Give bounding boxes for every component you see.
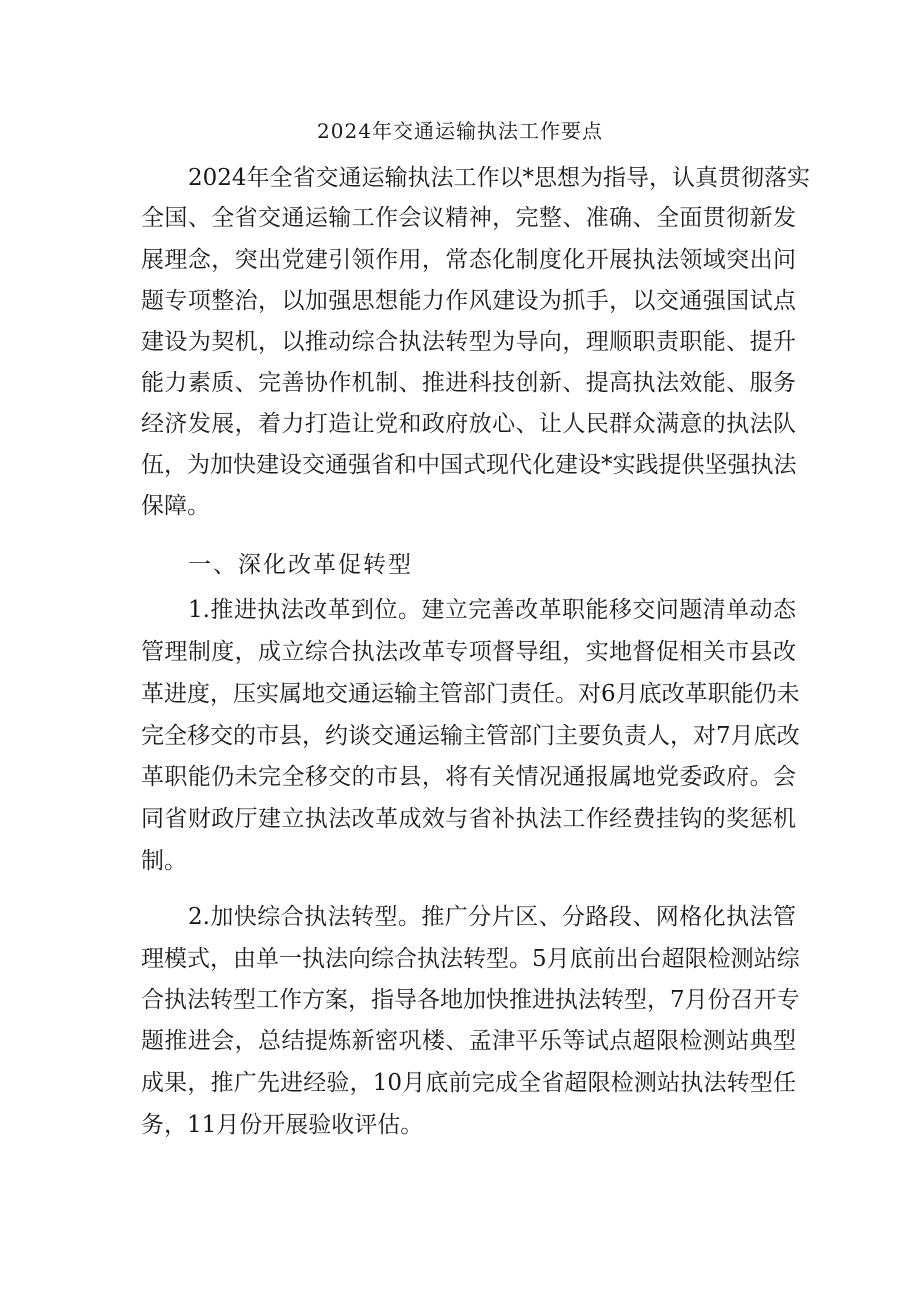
item2-line: 务，11月份开展验收评估。 <box>141 1112 424 1138</box>
item1-line: 完全移交的市县，约谈交通运输主管部门主要负责人，对7月底改 <box>141 723 800 749</box>
intro-line: 展理念，突出党建引领作用，常态化制度化开展执法领域突出问 <box>141 247 796 273</box>
document-title: 2024年交通运输执法工作要点 <box>317 119 603 143</box>
intro-line: 全国、全省交通运输工作会议精神，完整、准确、全面贯彻新发 <box>141 205 796 231</box>
item2-line: 成果，推广先进经验，10月底前完成全省超限检测站执法转型任 <box>141 1070 796 1096</box>
section-heading: 一、深化改革促转型 <box>188 552 413 578</box>
item2-line: 2.加快综合执法转型。推广分片区、分路段、网格化执法管 <box>188 904 796 930</box>
item1-line: 同省财政厅建立执法改革成效与省补执法工作经费挂钩的奖惩机 <box>141 806 796 832</box>
item1-line: 管理制度，成立综合执法改革专项督导组，实地督促相关市县改 <box>141 639 796 665</box>
item1-line: 1.推进执法改革到位。建立完善改革职能移交问题清单动态 <box>188 597 796 623</box>
item2-line: 题推进会，总结提炼新密巩楼、孟津平乐等试点超限检测站典型 <box>141 1028 796 1054</box>
item2-line: 合执法转型工作方案，指导各地加快推进执法转型，7月份召开专 <box>141 987 800 1013</box>
intro-line: 能力素质、完善协作机制、推进科技创新、提高执法效能、服务 <box>141 370 796 396</box>
intro-line: 保障。 <box>141 493 210 519</box>
intro-line: 2024年全省交通运输执法工作以*思想为指导，认真贯彻落实 <box>188 165 811 191</box>
intro-line: 建设为契机，以推动综合执法转型为导向，理顺职责职能、提升 <box>141 329 796 355</box>
intro-line: 题专项整治，以加强思想能力作风建设为抓手，以交通强国试点 <box>141 288 796 314</box>
item2-line: 理模式，由单一执法向综合执法转型。5月底前出台超限检测站综 <box>141 946 800 972</box>
item1-line: 革职能仍未完全移交的市县，将有关情况通报属地党委政府。会 <box>141 764 796 790</box>
intro-line: 伍，为加快建设交通强省和中国式现代化建设*实践提供坚强执法 <box>141 452 797 478</box>
item1-line: 革进度，压实属地交通运输主管部门责任。对6月底改革职能仍未 <box>141 681 800 707</box>
intro-line: 经济发展，着力打造让党和政府放心、让人民群众满意的执法队 <box>141 411 796 437</box>
item1-line: 制。 <box>141 848 187 874</box>
